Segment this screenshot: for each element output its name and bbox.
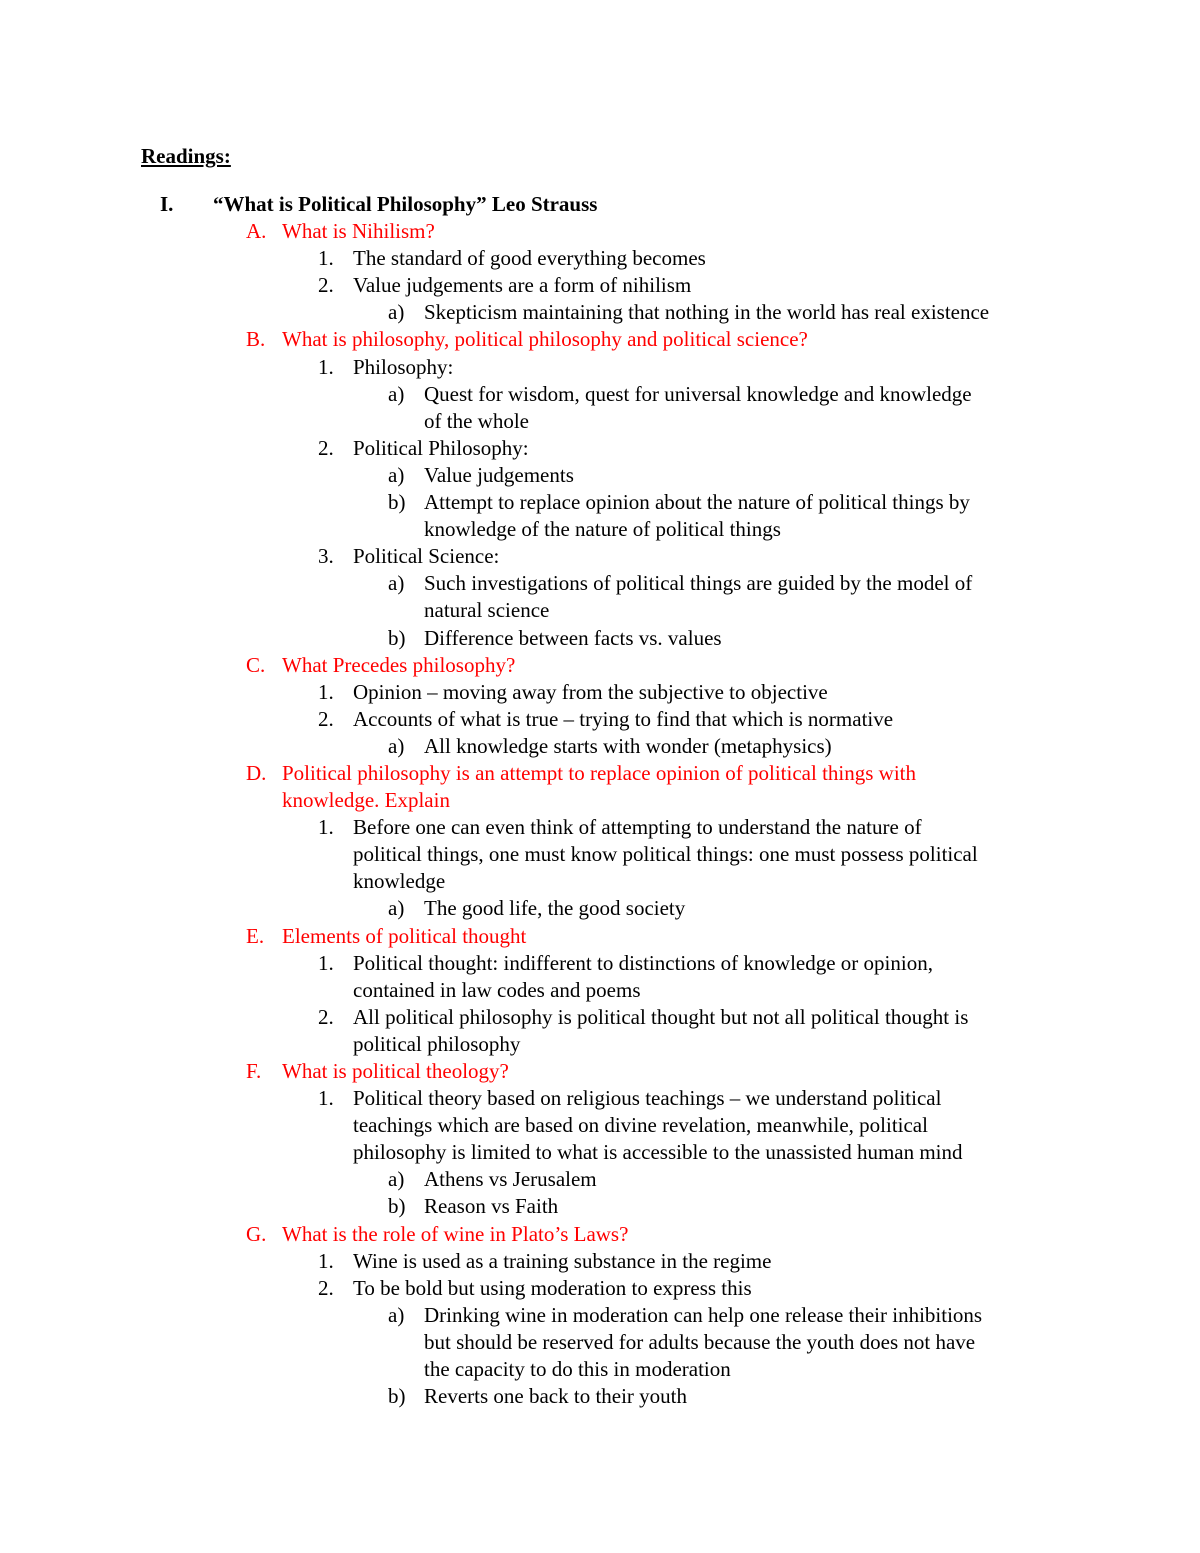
outline-text: contained in law codes and poems [353, 977, 641, 1002]
outline-text: Elements of political thought [282, 923, 527, 948]
outline-line [0, 652, 1200, 679]
outline-marker: 2. [318, 1004, 334, 1029]
outline-line [0, 326, 1200, 353]
outline-line [0, 543, 1200, 570]
outline-text: What Precedes philosophy? [282, 652, 516, 677]
outline-line [0, 679, 1200, 706]
outline-line [0, 191, 1200, 218]
outline-line [0, 1383, 1200, 1410]
outline-marker: a) [388, 896, 405, 921]
outline-text: the capacity to do this in moderation [424, 1357, 731, 1382]
outline-text: Political theory based on religious teachings – we understand political [353, 1086, 942, 1111]
outline-marker: E. [246, 923, 265, 948]
outline-text: Accounts of what is true – trying to find that which is normative [353, 706, 894, 731]
outline-line [0, 760, 1200, 787]
outline-text: Wine is used as a training substance in the regime [353, 1248, 772, 1273]
outline-text: Political Philosophy: [353, 435, 529, 460]
outline-line [0, 1004, 1200, 1031]
outline-line [0, 1085, 1200, 1112]
outline-line [0, 516, 1200, 543]
outline-text: philosophy is limited to what is accessible to the unassisted human mind [353, 1140, 963, 1165]
outline-marker: a) [388, 1302, 405, 1327]
outline-marker: B. [246, 327, 266, 352]
outline-line [0, 977, 1200, 1004]
outline-marker: a) [388, 1167, 405, 1192]
readings-heading: Readings: [141, 144, 231, 168]
outline-text: Opinion – moving away from the subjective to objective [353, 679, 828, 704]
outline-marker: 2. [318, 706, 334, 731]
outline-text: knowledge. Explain [282, 788, 450, 813]
outline-line [0, 950, 1200, 977]
outline-text: Political thought: indifferent to distinctions of knowledge or opinion, [353, 950, 933, 975]
outline-line [0, 597, 1200, 624]
outline-line [0, 462, 1200, 489]
outline-text: Value judgements are a form of nihilism [353, 273, 692, 298]
outline-text: but should be reserved for adults because the youth does not have [424, 1329, 976, 1354]
outline-marker: b) [388, 1194, 406, 1219]
outline-text: What is Nihilism? [282, 219, 435, 244]
outline-marker: a) [388, 381, 405, 406]
outline-marker: D. [246, 760, 267, 785]
outline-text: political philosophy [353, 1031, 521, 1056]
outline-line [0, 1302, 1200, 1329]
outline-text: of the whole [424, 408, 529, 433]
outline-line [0, 1248, 1200, 1275]
outline-line [0, 1058, 1200, 1085]
outline-line [0, 1193, 1200, 1220]
outline-marker: 2. [318, 273, 334, 298]
outline-line [0, 1031, 1200, 1058]
outline-list [0, 191, 1200, 1410]
outline-text: Athens vs Jerusalem [424, 1167, 597, 1192]
outline-marker: I. [160, 192, 174, 216]
outline-text: To be bold but using moderation to express this [353, 1275, 752, 1300]
outline-line [0, 435, 1200, 462]
outline-marker: 3. [318, 544, 334, 569]
outline-text: Skepticism maintaining that nothing in the world has real existence [424, 300, 990, 325]
outline-text: Reverts one back to their youth [424, 1384, 688, 1409]
outline-line [0, 787, 1200, 814]
outline-line [0, 1139, 1200, 1166]
outline-text: knowledge [353, 869, 446, 894]
outline-text: natural science [424, 598, 550, 623]
outline-line [0, 218, 1200, 245]
outline-line [0, 299, 1200, 326]
outline-text: All political philosophy is political thought but not all political thought is [353, 1004, 969, 1029]
outline-line [0, 841, 1200, 868]
outline-text: What is philosophy, political philosophy and political science? [282, 327, 808, 352]
outline-marker: a) [388, 733, 405, 758]
outline-text: knowledge of the nature of political things [424, 517, 781, 542]
outline-line [0, 1112, 1200, 1139]
outline-text: Political philosophy is an attempt to replace opinion of political things with [282, 760, 916, 785]
outline-marker: b) [388, 625, 406, 650]
outline-line [0, 408, 1200, 435]
outline-line [0, 570, 1200, 597]
outline-line [0, 895, 1200, 922]
outline-line [0, 272, 1200, 299]
outline-text: “What is Political Philosophy” Leo Strauss [213, 192, 598, 216]
outline-marker: G. [246, 1221, 267, 1246]
outline-text: Political Science: [353, 544, 500, 569]
outline-text: Reason vs Faith [424, 1194, 559, 1219]
outline-marker: 2. [318, 1275, 334, 1300]
outline-line [0, 733, 1200, 760]
outline-marker: 1. [318, 1248, 334, 1273]
outline-line [0, 1166, 1200, 1193]
outline-text: Philosophy: [353, 354, 454, 379]
outline-text: The standard of good everything becomes [353, 246, 706, 271]
outline-line [0, 1329, 1200, 1356]
outline-text: Such investigations of political things are guided by the model of [424, 571, 973, 596]
outline-marker: b) [388, 490, 406, 515]
outline-line [0, 489, 1200, 516]
outline-line [0, 381, 1200, 408]
outline-marker: C. [246, 652, 266, 677]
outline-marker: 1. [318, 246, 334, 271]
outline-marker: a) [388, 462, 405, 487]
outline-marker: A. [246, 219, 267, 244]
outline-marker: 1. [318, 679, 334, 704]
outline-text: All knowledge starts with wonder (metaphysics) [424, 733, 832, 758]
outline-line [0, 1221, 1200, 1248]
outline-text: Difference between facts vs. values [424, 625, 722, 650]
outline-text: Attempt to replace opinion about the nature of political things by [424, 490, 970, 515]
outline-marker: b) [388, 1384, 406, 1409]
outline-text: political things, one must know political things: one must possess political [353, 842, 978, 867]
outline-line [0, 923, 1200, 950]
outline-line [0, 625, 1200, 652]
outline-line [0, 706, 1200, 733]
outline-line [0, 1275, 1200, 1302]
outline-marker: a) [388, 300, 405, 325]
outline-marker: 1. [318, 815, 334, 840]
outline-marker: 1. [318, 950, 334, 975]
outline-text: Quest for wisdom, quest for universal knowledge and knowledge [424, 381, 972, 406]
outline-text: Before one can even think of attempting to understand the nature of [353, 815, 922, 840]
outline-text: Drinking wine in moderation can help one release their inhibitions [424, 1302, 983, 1327]
outline-line [0, 814, 1200, 841]
outline-text: The good life, the good society [424, 896, 686, 921]
outline-line [0, 868, 1200, 895]
outline-marker: a) [388, 571, 405, 596]
outline-text: teachings which are based on divine revelation, meanwhile, political [353, 1113, 928, 1138]
outline-line [0, 354, 1200, 381]
outline-text: Value judgements [424, 462, 574, 487]
outline-marker: 1. [318, 354, 334, 379]
outline-line [0, 245, 1200, 272]
outline-text: What is the role of wine in Plato’s Laws? [282, 1221, 629, 1246]
outline-line [0, 1356, 1200, 1383]
outline-text: What is political theology? [282, 1059, 509, 1083]
outline-marker: 1. [318, 1086, 334, 1111]
outline-marker: 2. [318, 435, 334, 460]
outline-marker: F. [246, 1059, 262, 1083]
